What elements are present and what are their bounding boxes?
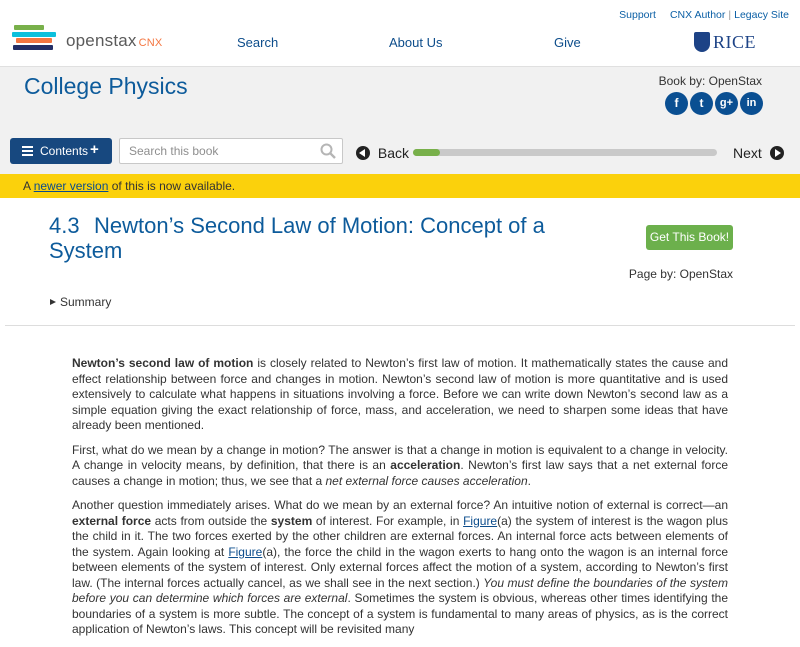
nav-about-us[interactable]: About Us (389, 35, 443, 50)
caret-right-icon (50, 299, 56, 305)
arrow-left-icon (356, 146, 370, 160)
paragraph-text: of interest. For example, in (312, 513, 464, 528)
nav-give[interactable]: Give (554, 35, 581, 50)
nav-search[interactable]: Search (237, 35, 279, 50)
section-content (72, 356, 728, 647)
arrow-right-icon (770, 146, 784, 160)
logo-cnx: CNX (138, 37, 163, 49)
contents-label: Contents (40, 144, 89, 158)
next-button[interactable] (733, 145, 784, 161)
emphasis: You must define the boundaries of the system before you can determine which forces are external (72, 575, 728, 605)
paragraph-text: acts from outside the (151, 513, 271, 528)
section-title: Newton’s Second Law of Motion: Concept of a System (49, 213, 545, 263)
book-progress-bar (413, 149, 717, 156)
back-label: Back (377, 145, 410, 161)
paragraph-text: . Newton’s first law says that a net external force causes a change in motion; thus, we see that a (72, 458, 728, 488)
rice-wordmark: RICE (713, 32, 757, 52)
paragraph-3 (72, 498, 728, 638)
term-second-law: Newton’s second law of motion (72, 356, 254, 370)
facebook-icon[interactable]: f (665, 92, 688, 115)
book-search (119, 138, 343, 164)
get-this-book-button[interactable]: Get This Book! (646, 225, 733, 250)
paragraph-2 (72, 443, 728, 490)
divider (5, 325, 795, 326)
next-label: Next (733, 145, 762, 161)
support-link[interactable]: Support (619, 9, 656, 21)
paragraph-text: (a) the system of interest is the wagon plus the child in it. The two forces exerted by the other children are external forces. An internal force acts between elements of the system. Again looking at (72, 513, 729, 559)
paragraph-1 (72, 356, 728, 434)
paragraph-text: (a), the force the child in the wagon exerts to hang onto the wagon is an internal force between elements of the system of interest. Only external forces affect the motion of a system, according to Newton’s first law. (The internal forces actually cancel, as we shall see in the next section.) (72, 544, 728, 590)
emphasis: net external force causes acceleration (325, 473, 528, 488)
progress-fill (413, 149, 440, 156)
legacy-site-link[interactable]: Legacy Site (734, 9, 789, 21)
version-notice (0, 174, 800, 198)
list-icon (22, 146, 33, 156)
google-plus-icon[interactable]: g+ (715, 92, 738, 115)
section-number: 4.3 (49, 213, 80, 238)
utility-links (619, 9, 789, 21)
logo-name: openstax (66, 31, 137, 50)
notice-prefix: A (23, 179, 34, 193)
site-header (0, 0, 800, 66)
logo-wordmark (66, 31, 162, 51)
book-author: Book by: OpenStax (658, 74, 762, 88)
figure-link[interactable]: Figure (463, 513, 498, 528)
paragraph-text: First, what do we mean by a change in motion? The answer is that a change in motion is equivalent to a change in velocity. A change in velocity means, by definition, that there is an (72, 442, 728, 472)
summary-toggle[interactable] (50, 295, 111, 309)
term-acceleration: acceleration (390, 458, 461, 472)
search-input[interactable] (129, 144, 309, 158)
book-header (0, 66, 800, 174)
paragraph-text: Another question immediately arises. What do we mean by an external force? An intuitive notion of external is correct—an (72, 498, 728, 512)
contents-button[interactable] (10, 138, 112, 164)
rice-logo[interactable] (694, 31, 757, 55)
openstax-cnx-logo[interactable] (12, 25, 172, 55)
figure-link[interactable]: Figure (228, 544, 263, 559)
term-system: system (270, 513, 313, 528)
summary-label: Summary (60, 295, 112, 309)
linkedin-icon[interactable]: in (740, 92, 763, 115)
back-button[interactable] (356, 145, 409, 161)
notice-suffix: of this is now available. (108, 179, 236, 193)
link-separator: | (728, 9, 732, 21)
book-title[interactable]: College Physics (24, 73, 188, 99)
search-icon[interactable] (320, 143, 336, 159)
cnx-author-link[interactable]: CNX Author (669, 9, 726, 21)
paragraph-text: . (527, 473, 531, 488)
twitter-icon[interactable]: t (690, 92, 713, 115)
paragraph-text: . Sometimes the system is obvious, whereas other times identifying the boundaries of a system is more subtle. The concept of a system is fundamental to many areas of physics, as is the correct application of Newton’s laws. This concept will be revisited many (72, 591, 729, 636)
rice-shield-icon (694, 32, 710, 52)
term-external-force: external force (72, 513, 152, 528)
logo-stripes-icon (12, 25, 60, 55)
plus-icon: + (90, 141, 99, 158)
newer-version-link[interactable]: newer version (33, 179, 109, 193)
paragraph-text: is closely related to Newton’s first law of motion. It mathematically states the cause and effect relationship between force and changes in motion. Newton’s second law of motion is more quantitative and is used extensively to calculate what happens in situations involving a force. Before we can write down Newton’s second law as a simple equation giving the exact relationship of force, mass, and acceleration, we need to sharpen some ideas that have already been mentioned. (72, 356, 729, 432)
page-author: Page by: OpenStax (628, 267, 733, 281)
